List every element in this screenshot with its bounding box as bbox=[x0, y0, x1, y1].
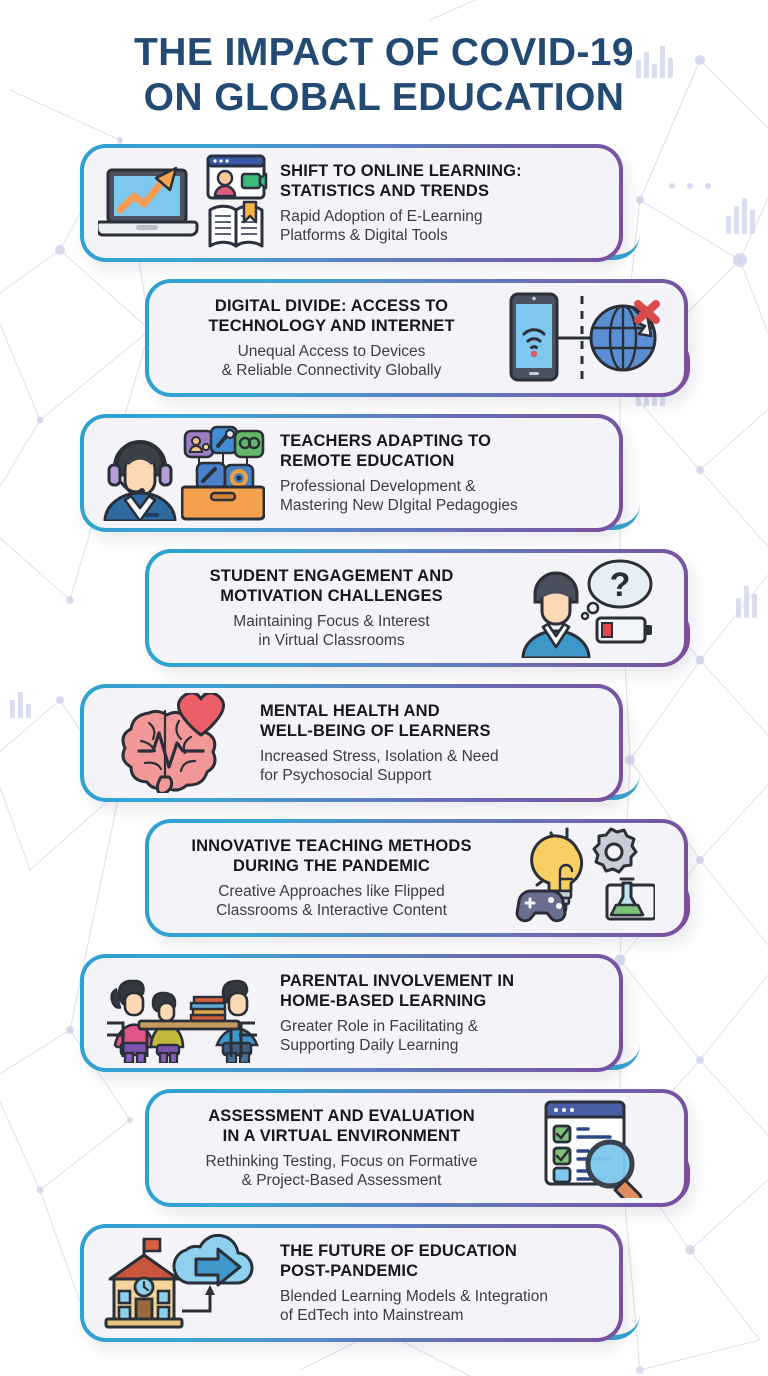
infographic-card-list bbox=[0, 138, 768, 1368]
card-text-4 bbox=[163, 566, 500, 652]
lightbulb-gear-gamepad-flask-icon bbox=[500, 828, 670, 928]
infographic-card-5[interactable] bbox=[80, 684, 623, 802]
card-wrap-5 bbox=[0, 678, 768, 813]
tablet-wifi-broken-globe-icon bbox=[500, 288, 670, 388]
card-subtitle-8: Rethinking Testing, Focus on Formative & Project-Based Assessment bbox=[205, 1152, 478, 1190]
card-wrap-8 bbox=[0, 1083, 768, 1218]
card-wrap-9 bbox=[0, 1218, 768, 1368]
teacher-headset-toolbox-skills-icon bbox=[98, 423, 268, 523]
card-title-8: ASSESSMENT AND EVALUATION IN A VIRTUAL ENVIRONMENT bbox=[208, 1106, 475, 1146]
infographic-card-3[interactable] bbox=[80, 414, 623, 532]
card-subtitle-6: Creative Approaches like Flipped Classrooms & Interactive Content bbox=[216, 882, 447, 920]
infographic-card-7[interactable] bbox=[80, 954, 623, 1072]
svg-text:?: ? bbox=[609, 566, 631, 605]
card-title-6: INNOVATIVE TEACHING METHODS DURING THE PANDEMIC bbox=[191, 836, 472, 876]
card-title-1: SHIFT TO ONLINE LEARNING: STATISTICS AND TRENDS bbox=[280, 161, 522, 201]
card-text-5 bbox=[248, 701, 605, 787]
page-title-line-1: THE IMPACT OF COVID-19 bbox=[134, 31, 634, 74]
infographic-card-6[interactable] bbox=[145, 819, 688, 937]
card-text-9 bbox=[268, 1241, 605, 1327]
header bbox=[0, 0, 768, 120]
card-wrap-1 bbox=[0, 138, 768, 273]
infographic-card-8[interactable] bbox=[145, 1089, 688, 1207]
card-subtitle-7: Greater Role in Facilitating & Supporting Daily Learning bbox=[280, 1017, 479, 1055]
card-text-2 bbox=[163, 296, 500, 382]
card-wrap-2 bbox=[0, 273, 768, 408]
infographic-card-9[interactable] bbox=[80, 1224, 623, 1342]
infographic-card-4[interactable] bbox=[145, 549, 688, 667]
laptop-growth-chart-video-call-book-icon bbox=[98, 153, 268, 253]
card-title-5: MENTAL HEALTH AND WELL-BEING OF LEARNERS bbox=[260, 701, 491, 741]
card-title-7: PARENTAL INVOLVEMENT IN HOME-BASED LEARNING bbox=[280, 971, 515, 1011]
card-title-3: TEACHERS ADAPTING TO REMOTE EDUCATION bbox=[280, 431, 492, 471]
family-table-books-study-icon bbox=[98, 963, 268, 1063]
brain-heartbeat-icon bbox=[98, 693, 248, 793]
page-title-line-2: ON GLOBAL EDUCATION bbox=[143, 76, 625, 120]
card-text-3 bbox=[268, 431, 605, 517]
card-wrap-6 bbox=[0, 813, 768, 948]
page-title bbox=[0, 30, 768, 120]
card-wrap-3 bbox=[0, 408, 768, 543]
card-text-1 bbox=[268, 161, 605, 247]
card-text-6 bbox=[163, 836, 500, 922]
checklist-browser-magnifier-icon bbox=[520, 1098, 670, 1198]
card-subtitle-3: Professional Development & Mastering New DIgital Pedagogies bbox=[280, 477, 518, 515]
card-wrap-4 bbox=[0, 543, 768, 678]
card-title-4: STUDENT ENGAGEMENT AND MOTIVATION CHALLENGES bbox=[209, 566, 454, 606]
card-subtitle-2: Unequal Access to Devices & Reliable Connectivity Globally bbox=[221, 342, 442, 380]
card-subtitle-4: Maintaining Focus & Interest in Virtual Classrooms bbox=[233, 612, 430, 650]
student-thought-bubble-low-battery-icon bbox=[500, 558, 670, 658]
school-cloud-arrow-icon bbox=[98, 1233, 268, 1333]
card-text-7 bbox=[268, 971, 605, 1057]
card-text-8 bbox=[163, 1106, 520, 1192]
card-wrap-7 bbox=[0, 948, 768, 1083]
card-title-9: THE FUTURE OF EDUCATION POST-PANDEMIC bbox=[280, 1241, 517, 1281]
card-subtitle-1: Rapid Adoption of E-Learning Platforms & Digital Tools bbox=[280, 207, 483, 245]
card-title-2: DIGITAL DIVIDE: ACCESS TO TECHNOLOGY AND INTERNET bbox=[208, 296, 455, 336]
infographic-card-2[interactable] bbox=[145, 279, 688, 397]
card-subtitle-9: Blended Learning Models & Integration of EdTech into Mainstream bbox=[280, 1287, 548, 1325]
infographic-card-1[interactable] bbox=[80, 144, 623, 262]
card-subtitle-5: Increased Stress, Isolation & Need for Psychosocial Support bbox=[260, 747, 499, 785]
